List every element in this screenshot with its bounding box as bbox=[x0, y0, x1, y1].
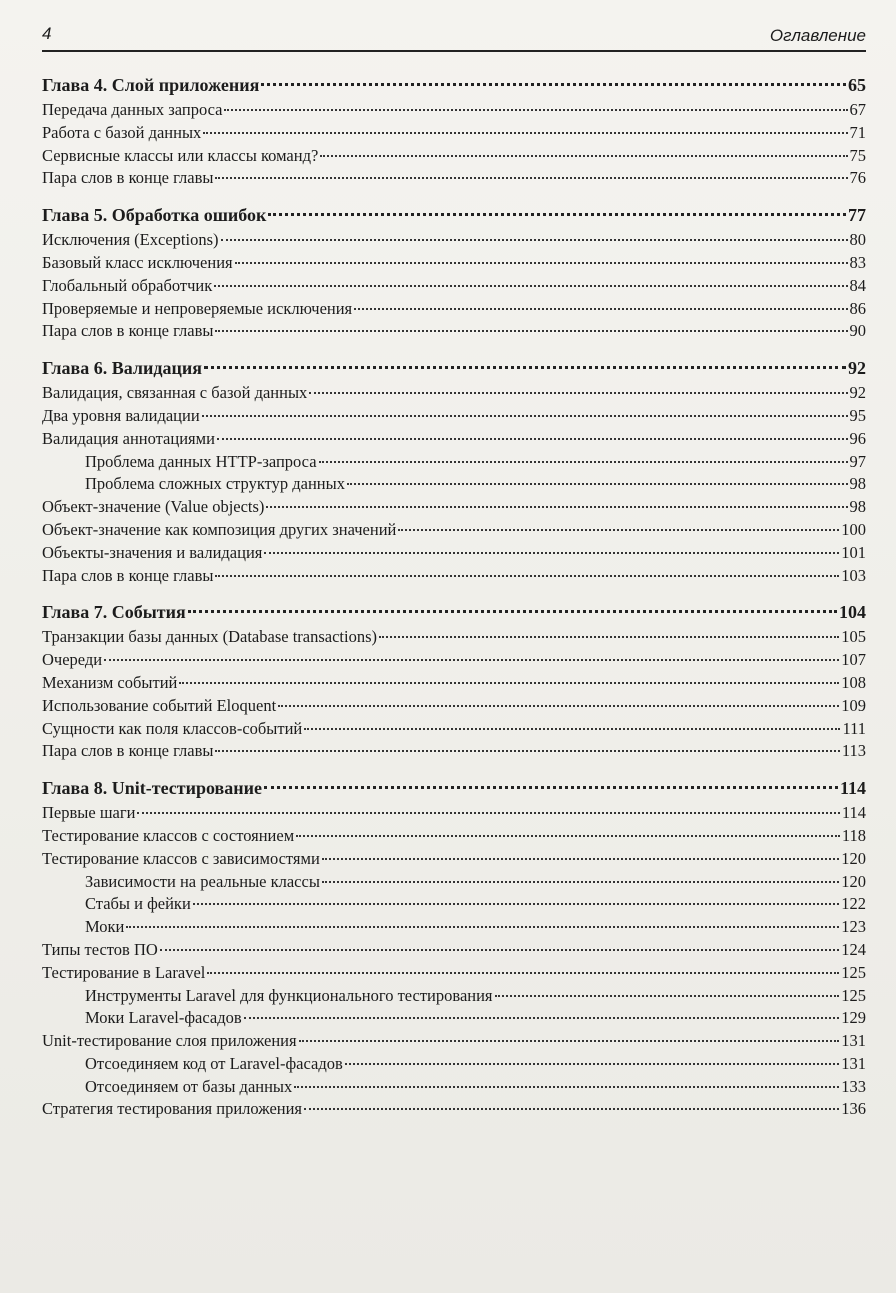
dot-leader bbox=[354, 308, 847, 310]
dot-leader bbox=[160, 949, 839, 951]
toc-section bbox=[42, 962, 866, 985]
entry-page-number: 67 bbox=[849, 100, 866, 119]
toc-section bbox=[42, 626, 866, 649]
dot-leader bbox=[202, 415, 848, 417]
entry-page-number: 120 bbox=[841, 848, 866, 868]
chapter-heading bbox=[42, 775, 866, 802]
dot-leader bbox=[322, 858, 839, 860]
dot-leader bbox=[264, 552, 839, 554]
entry-page-number: 105 bbox=[841, 627, 866, 647]
dot-leader bbox=[221, 239, 848, 241]
entry-title: Типы тестов ПО bbox=[42, 939, 158, 959]
dot-leader bbox=[193, 903, 839, 905]
running-title: Оглавление bbox=[769, 26, 866, 45]
toc-subsection bbox=[42, 473, 866, 496]
toc-subsection bbox=[42, 985, 866, 1008]
entry-title: Пара слов в конце главы bbox=[42, 741, 214, 761]
toc-section bbox=[42, 99, 866, 122]
entry-page-number: 71 bbox=[849, 122, 866, 142]
entry-page-number: 100 bbox=[841, 519, 866, 539]
chapter-group bbox=[42, 599, 866, 763]
chapter-heading bbox=[42, 72, 866, 99]
toc-subsection bbox=[42, 871, 866, 894]
entry-page-number: 114 bbox=[841, 803, 866, 823]
entry-title: Инструменты Laravel для функционального тестирования bbox=[85, 985, 493, 1005]
chapter-group bbox=[42, 355, 866, 587]
entry-title: Тестирование в Laravel bbox=[42, 962, 206, 982]
toc-section bbox=[42, 428, 866, 451]
entry-title: Объект-значение как композиция других значений bbox=[42, 519, 397, 539]
entry-title: Объекты-значения и валидация bbox=[42, 542, 263, 562]
entry-page-number: 125 bbox=[841, 985, 866, 1005]
entry-page-number: 95 bbox=[849, 405, 866, 425]
entry-title: Стратегия тестирования приложения bbox=[42, 1099, 303, 1119]
toc-section bbox=[42, 1030, 866, 1053]
table-of-contents bbox=[42, 72, 866, 1121]
toc-subsection bbox=[42, 893, 866, 916]
entry-page-number: 80 bbox=[849, 230, 866, 250]
entry-page-number: 75 bbox=[849, 145, 866, 165]
entry-page-number: 111 bbox=[842, 718, 866, 738]
entry-title: Транзакции базы данных (Database transactions) bbox=[42, 627, 378, 647]
entry-page-number: 113 bbox=[841, 741, 866, 761]
entry-title: Работа с базой данных bbox=[42, 122, 202, 142]
dot-leader bbox=[299, 1040, 840, 1042]
entry-page-number: 131 bbox=[841, 1031, 866, 1051]
dot-leader bbox=[345, 1063, 839, 1065]
dot-leader bbox=[137, 812, 839, 814]
entry-page-number: 76 bbox=[849, 168, 866, 188]
entry-page-number: 97 bbox=[849, 451, 866, 471]
entry-title: Глава 5. Обработка ошибок bbox=[42, 205, 267, 226]
chapter-heading bbox=[42, 599, 866, 626]
entry-title: Валидация, связанная с базой данных bbox=[42, 383, 308, 403]
chapter-group bbox=[42, 775, 866, 1121]
toc-section bbox=[42, 649, 866, 672]
dot-leader bbox=[244, 1017, 840, 1019]
entry-page-number: 136 bbox=[841, 1099, 866, 1119]
entry-title: Глава 4. Слой приложения bbox=[42, 75, 260, 95]
entry-title: Проверяемые и непроверяемые исключения bbox=[42, 298, 353, 318]
entry-title: Unit-тестирование слоя приложения bbox=[42, 1031, 297, 1051]
dot-leader bbox=[215, 177, 847, 179]
dot-leader bbox=[304, 728, 840, 730]
dot-leader bbox=[203, 132, 847, 134]
dot-leader bbox=[217, 438, 848, 440]
entry-title: Глава 8. Unit-тестирование bbox=[42, 778, 263, 799]
entry-page-number: 92 bbox=[849, 383, 866, 403]
entry-page-number: 86 bbox=[849, 298, 866, 318]
dot-leader bbox=[266, 506, 847, 508]
toc-section bbox=[42, 298, 866, 321]
toc-subsection bbox=[42, 451, 866, 474]
entry-page-number: 114 bbox=[839, 778, 866, 799]
dot-leader bbox=[224, 109, 847, 111]
dot-leader bbox=[347, 483, 848, 485]
entry-page-number: 109 bbox=[841, 695, 866, 715]
toc-section bbox=[42, 496, 866, 519]
entry-title: Моки Laravel-фасадов bbox=[85, 1008, 242, 1028]
entry-page-number: 120 bbox=[841, 871, 866, 891]
entry-title: Очереди bbox=[42, 650, 103, 670]
entry-title: Стабы и фейки bbox=[85, 894, 191, 914]
chapter-group bbox=[42, 72, 866, 190]
entry-title: Исключения (Exceptions) bbox=[42, 230, 219, 250]
toc-section bbox=[42, 542, 866, 565]
toc-section bbox=[42, 802, 866, 825]
entry-title: Пара слов в конце главы bbox=[42, 168, 214, 188]
toc-section bbox=[42, 672, 866, 695]
dot-leader bbox=[261, 83, 846, 86]
entry-title: Пара слов в конце главы bbox=[42, 321, 214, 341]
entry-page-number: 125 bbox=[841, 962, 866, 982]
entry-page-number: 84 bbox=[849, 275, 866, 295]
dot-leader bbox=[204, 366, 846, 369]
toc-subsection bbox=[42, 1076, 866, 1099]
entry-page-number: 103 bbox=[841, 565, 866, 585]
dot-leader bbox=[320, 155, 847, 157]
entry-title: Первые шаги bbox=[42, 803, 136, 823]
entry-title: Глобальный обработчик bbox=[42, 275, 213, 295]
toc-section bbox=[42, 252, 866, 275]
toc-section bbox=[42, 848, 866, 871]
dot-leader bbox=[215, 330, 847, 332]
dot-leader bbox=[179, 682, 839, 684]
dot-leader bbox=[495, 995, 840, 997]
dot-leader bbox=[309, 392, 847, 394]
toc-subsection bbox=[42, 1007, 866, 1030]
entry-title: Глава 6. Валидация bbox=[42, 358, 202, 379]
entry-title: Проблема данных HTTP-запроса bbox=[85, 451, 317, 471]
entry-title: Проблема сложных структур данных bbox=[85, 474, 345, 494]
entry-title: Отсоединяем от базы данных bbox=[85, 1076, 293, 1096]
entry-title: Моки bbox=[85, 917, 125, 937]
entry-title: Сервисные классы или классы команд? bbox=[42, 145, 319, 165]
entry-page-number: 124 bbox=[841, 939, 866, 959]
entry-page-number: 90 bbox=[849, 321, 866, 341]
toc-section bbox=[42, 695, 866, 718]
chapter-heading bbox=[42, 202, 866, 229]
entry-title: Тестирование классов с состоянием bbox=[42, 825, 295, 845]
toc-section bbox=[42, 275, 866, 298]
dot-leader bbox=[215, 750, 839, 752]
entry-page-number: 131 bbox=[841, 1053, 866, 1073]
dot-leader bbox=[214, 285, 847, 287]
entry-page-number: 92 bbox=[848, 358, 866, 379]
dot-leader bbox=[304, 1108, 839, 1110]
toc-section bbox=[42, 740, 866, 763]
entry-page-number: 98 bbox=[849, 497, 866, 517]
toc-subsection bbox=[42, 916, 866, 939]
entry-page-number: 104 bbox=[839, 602, 866, 623]
dot-leader bbox=[264, 786, 838, 789]
entry-title: Зависимости на реальные классы bbox=[85, 871, 320, 891]
entry-title: Валидация аннотациями bbox=[42, 428, 215, 448]
entry-title: Тестирование классов с зависимостями bbox=[42, 848, 320, 868]
toc-section bbox=[42, 405, 866, 428]
entry-page-number: 83 bbox=[849, 252, 866, 272]
dot-leader bbox=[319, 461, 848, 463]
entry-title: Использование событий Eloquent bbox=[42, 695, 277, 715]
entry-page-number: 77 bbox=[848, 205, 866, 226]
entry-title: Объект-значение (Value objects) bbox=[42, 497, 265, 517]
dot-leader bbox=[235, 262, 848, 264]
chapter-group bbox=[42, 202, 866, 343]
entry-title: Механизм событий bbox=[42, 672, 178, 692]
dot-leader bbox=[207, 972, 839, 974]
dot-leader bbox=[398, 529, 839, 531]
dot-leader bbox=[104, 659, 839, 661]
running-header bbox=[42, 22, 866, 52]
entry-title: Глава 7. События bbox=[42, 602, 186, 623]
dot-leader bbox=[322, 881, 839, 883]
entry-title: Пара слов в конце главы bbox=[42, 565, 214, 585]
entry-page-number: 98 bbox=[849, 474, 866, 494]
toc-section bbox=[42, 718, 866, 741]
entry-title: Два уровня валидации bbox=[42, 405, 200, 425]
dot-leader bbox=[188, 610, 837, 613]
toc-section bbox=[42, 320, 866, 343]
dot-leader bbox=[268, 213, 846, 216]
entry-page-number: 107 bbox=[841, 650, 866, 670]
entry-page-number: 122 bbox=[841, 894, 866, 914]
entry-page-number: 123 bbox=[841, 917, 866, 937]
page-number: 4 bbox=[42, 24, 52, 43]
entry-page-number: 65 bbox=[848, 75, 866, 95]
entry-title: Отсоединяем код от Laravel-фасадов bbox=[85, 1053, 343, 1073]
toc-section bbox=[42, 1098, 866, 1121]
entry-page-number: 101 bbox=[841, 542, 866, 562]
chapter-heading bbox=[42, 355, 866, 382]
toc-section bbox=[42, 122, 866, 145]
dot-leader bbox=[379, 636, 839, 638]
entry-page-number: 133 bbox=[841, 1076, 866, 1096]
entry-page-number: 108 bbox=[841, 672, 866, 692]
entry-page-number: 118 bbox=[841, 825, 866, 845]
toc-section bbox=[42, 167, 866, 190]
entry-page-number: 96 bbox=[849, 428, 866, 448]
toc-section bbox=[42, 565, 866, 588]
dot-leader bbox=[296, 835, 840, 837]
toc-section bbox=[42, 825, 866, 848]
entry-title: Передача данных запроса bbox=[42, 100, 223, 119]
dot-leader bbox=[294, 1086, 839, 1088]
entry-title: Базовый класс исключения bbox=[42, 252, 233, 272]
entry-title: Сущности как поля классов-событий bbox=[42, 718, 303, 738]
toc-subsection bbox=[42, 1053, 866, 1076]
toc-section bbox=[42, 145, 866, 168]
toc-section bbox=[42, 519, 866, 542]
dot-leader bbox=[278, 705, 839, 707]
toc-section bbox=[42, 229, 866, 252]
dot-leader bbox=[126, 926, 839, 928]
toc-section bbox=[42, 939, 866, 962]
dot-leader bbox=[215, 575, 839, 577]
entry-page-number: 129 bbox=[841, 1008, 866, 1028]
toc-section bbox=[42, 382, 866, 405]
